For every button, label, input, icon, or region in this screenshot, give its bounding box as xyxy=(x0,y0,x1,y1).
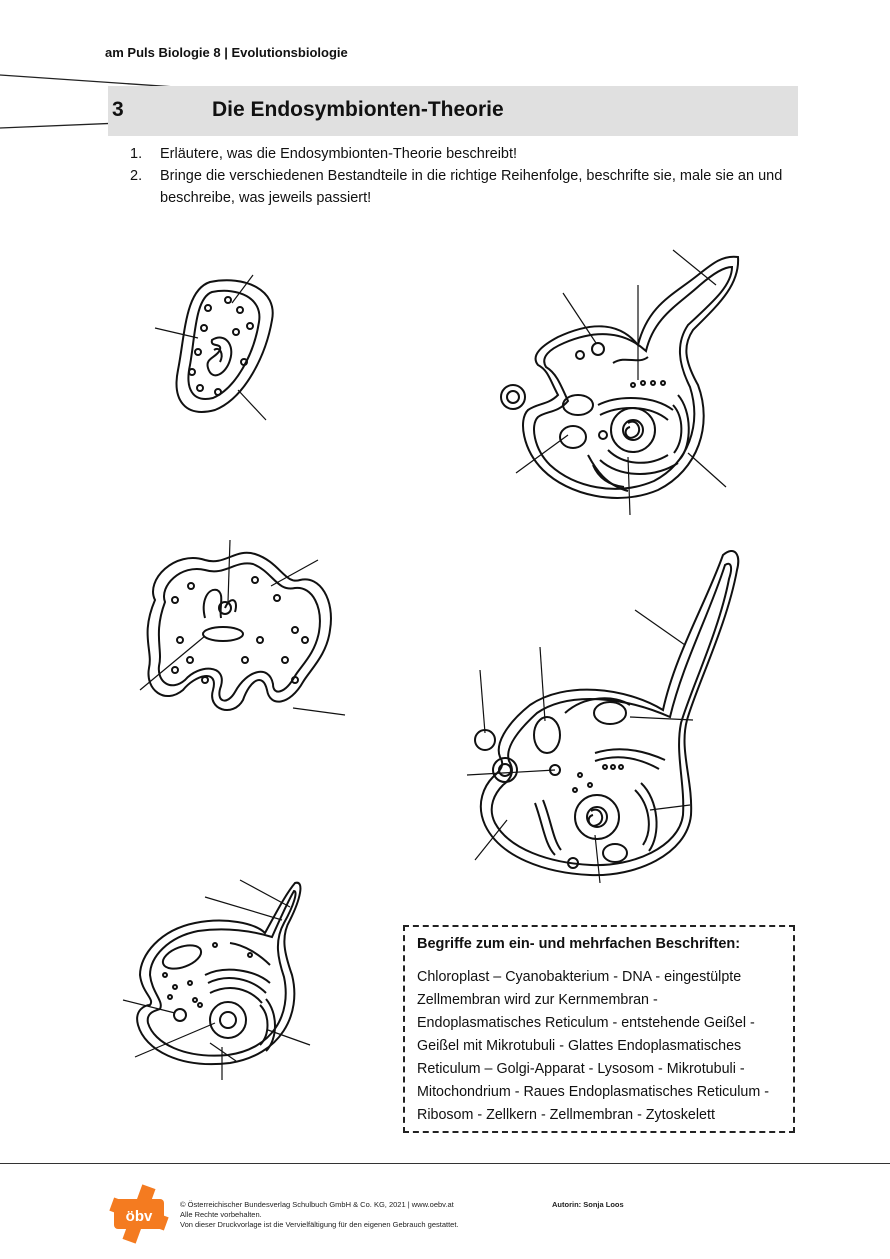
footer-divider xyxy=(0,1163,890,1164)
terms-box xyxy=(403,925,795,1133)
logo-text: öbv xyxy=(125,1208,153,1225)
task-item xyxy=(130,143,790,165)
chapter-number: 3 xyxy=(112,98,124,121)
cell-drawing-bacterium xyxy=(150,270,280,425)
task-text: Bringe die verschiedenen Bestandteile in die richtige Reihenfolge, beschrifte sie, male sie an und beschreibe, was jeweils passiert! xyxy=(160,168,783,206)
publisher-logo xyxy=(108,1183,170,1245)
task-text: Erläutere, was die Endosymbionten-Theorie beschreibt! xyxy=(160,146,518,162)
task-number: 2. xyxy=(130,168,143,184)
task-number: 1. xyxy=(130,146,143,162)
task-item xyxy=(130,165,790,209)
terms-title: Begriffe zum ein- und mehrfachen Beschriften: xyxy=(417,936,741,952)
cell-drawing-eukaryote-large xyxy=(465,545,740,885)
task-list xyxy=(130,143,790,209)
footer-copyright: © Österreichischer Bundesverlag Schulbuch GmbH & Co. KG, 2021 | www.oebv.at xyxy=(180,1200,454,1209)
terms-text: Chloroplast – Cyanobakterium - DNA - eingestülpte Zellmembran wird zur Kernmembran - Endoplasmatisches Reticulum - entstehende Geißel - Geißel mit Mikrotubuli - Glattes Endoplasmatisches Reticulum – Golgi-Apparat - Lysosom - Mikrotubuli - Mitochondrium - Raues Endoplasmatisches Reticulum - Ribosom - Zellkern - Zellmembran - Zytoskelett xyxy=(417,969,770,1123)
cell-drawing-folded-membrane xyxy=(135,540,350,720)
footer-rights: Alle Rechte vorbehalten. xyxy=(180,1210,262,1219)
footer-legal xyxy=(180,1200,459,1230)
footer-author: Autorin: Sonja Loos xyxy=(552,1200,624,1209)
footer-reproduction: Von dieser Druckvorlage ist die Vervielfältigung für den eigenen Gebrauch gestattet. xyxy=(180,1220,459,1229)
cell-drawing-eukaryote-flagellum xyxy=(488,245,743,515)
chapter-title: Die Endosymbionten-Theorie xyxy=(212,98,504,121)
cell-drawing-eukaryote-small xyxy=(120,875,320,1085)
running-header: am Puls Biologie 8 | Evolutionsbiologie xyxy=(105,45,348,60)
